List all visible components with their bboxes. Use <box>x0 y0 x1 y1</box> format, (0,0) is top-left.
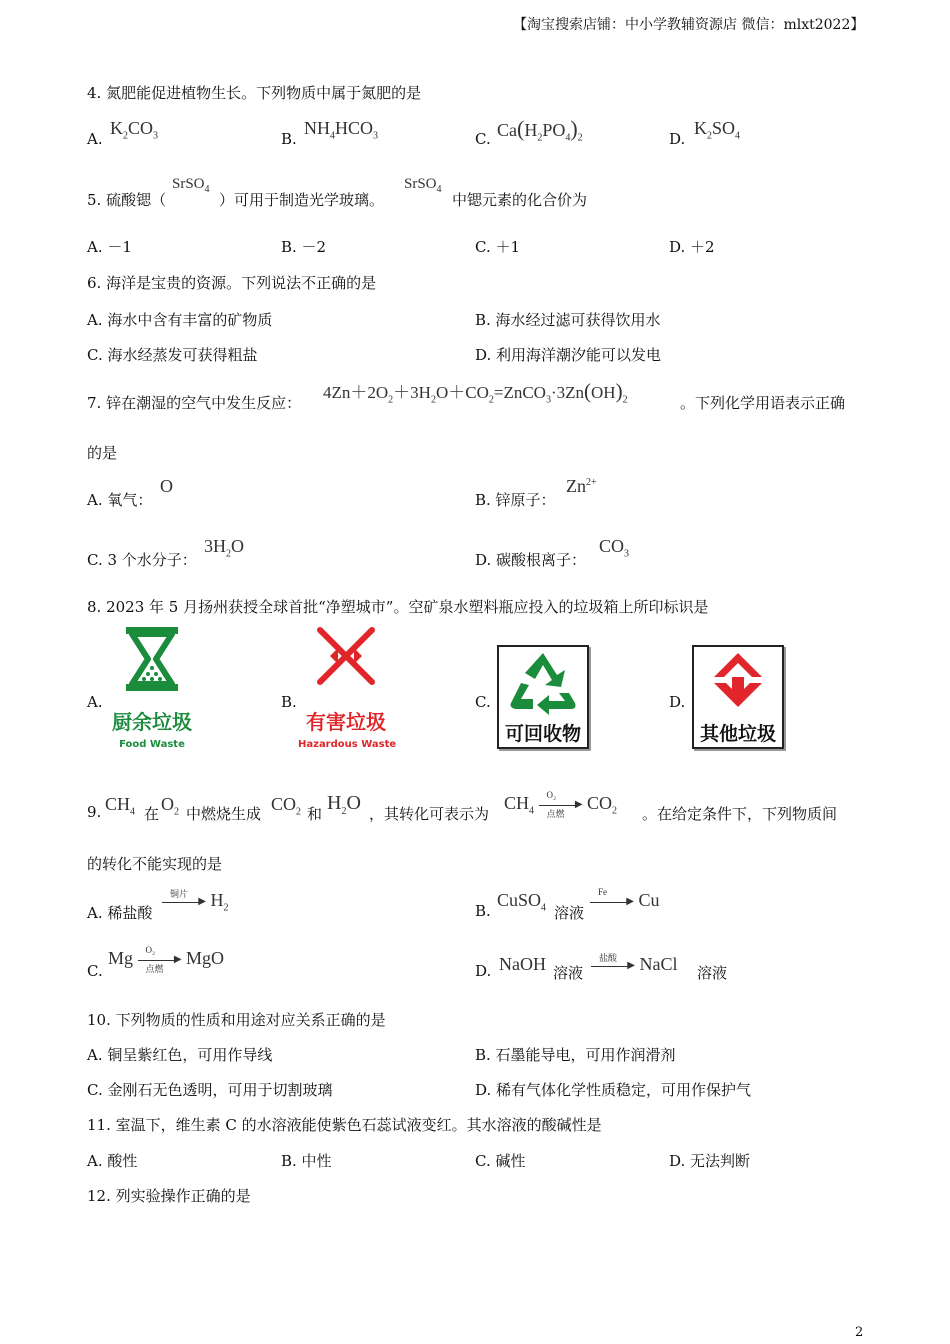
q4-option-c[interactable] <box>475 130 491 148</box>
q7-option-a[interactable]: A. 氧气： <box>87 491 153 509</box>
q4-b-formula: $NH_4HCO_3$ <box>304 118 379 142</box>
q7-option-d[interactable]: D. 碳酸根离子： <box>475 551 587 569</box>
q7-b-formula: $Zn^{2+}$ <box>566 476 597 496</box>
q9-stem-4: ，其转化可表示为 <box>369 805 490 823</box>
q9-d-arrow: 盐酸 ▶ <box>591 959 635 973</box>
q8-stem: 8. 2023 年 5 月扬州获授全球首批“净塑城市”。空矿泉水塑料瓶应投入的垃圾箱上所印标识是 <box>87 598 709 616</box>
q5-formula-2: SrSO$_4$ <box>404 176 442 195</box>
page-header: 【淘宝搜索店铺：中小学教辅资源店 微信：mlxt2022】 <box>513 17 865 33</box>
q10-option-a[interactable]: A. 铜呈紫红色，可用作导线 <box>87 1046 273 1064</box>
q10-option-d[interactable]: D. 稀有气体化学性质稳定，可用作保护气 <box>475 1081 752 1099</box>
q7-option-c[interactable]: C. 3 个水分子： <box>87 551 197 569</box>
q6-stem: 6. 海洋是宝贵的资源。下列说法不正确的是 <box>87 274 377 292</box>
q4-d-formula: $K_2SO_4$ <box>694 118 741 142</box>
q6-option-b[interactable]: B. 海水经过滤可获得饮用水 <box>475 311 661 329</box>
hourglass-icon <box>104 624 200 694</box>
q6-option-c[interactable]: C. 海水经蒸发可获得粗盐 <box>87 346 258 364</box>
q4-stem: 4. 氮肥能促进植物生长。下列物质中属于氮肥的是 <box>87 84 422 102</box>
q8-option-b[interactable]: B. <box>281 693 297 711</box>
q4-c-formula: $Ca(H_2PO_4)_2$ <box>497 116 583 144</box>
recyclable-label: 可回收物 <box>504 723 581 745</box>
q9-option-d[interactable]: D. <box>475 962 492 980</box>
hazardous-waste-label: 有害垃圾 <box>306 710 386 734</box>
q9-arrow-o2: O₂ <box>546 789 557 800</box>
q9-c-arrow-o2: O₂ <box>145 944 156 955</box>
q4-a-formula: $K_2CO_3$ <box>110 118 159 142</box>
food-waste-sign <box>104 624 200 754</box>
q4-b-label: B. <box>281 130 297 148</box>
q5-option-d[interactable]: D. ＋2 <box>669 238 715 256</box>
q7-d-formula: $CO_3$ <box>599 536 630 560</box>
other-waste-icon <box>694 647 782 717</box>
q9-a-arrow-label: 铜片 <box>170 888 189 899</box>
q11-option-b[interactable]: B. 中性 <box>281 1152 332 1170</box>
q12-stem: 12. 列实验操作正确的是 <box>87 1187 251 1205</box>
q9-stem-6: 的转化不能实现的是 <box>87 855 223 873</box>
q7-equation: $4Zn+2O_2+3H_2O+CO_2=ZnCO_3\cdot 3Zn(OH)_2$ <box>323 379 628 406</box>
food-waste-en: Food Waste <box>119 739 185 750</box>
q9-h2o: $H_2O$ <box>327 792 361 817</box>
hazardous-waste-sign <box>298 624 397 754</box>
q9-o2: $O_2$ <box>161 794 179 818</box>
q9-stem-3: 和 <box>307 805 323 823</box>
q7-a-formula: O <box>160 476 173 496</box>
q6-option-a[interactable]: A. 海水中含有丰富的矿物质 <box>87 311 273 329</box>
q8-option-c[interactable]: C. <box>475 693 491 711</box>
q7-stem-2: 。下列化学用语表示正确 <box>680 394 846 412</box>
q9-c-arrow: O₂ ▶ 点燃 <box>138 953 182 967</box>
q9-c-formula: Mg O₂ ▶ 点燃 MgO <box>108 944 225 974</box>
q4-d-label: D. <box>669 130 686 148</box>
q5-option-a[interactable]: A. －1 <box>87 238 132 256</box>
q5-option-c[interactable]: C. ＋1 <box>475 238 521 256</box>
q9-a-arrow: 铜片 ▶ <box>162 895 206 909</box>
q7-stem-1: 7. 锌在潮湿的空气中发生反应： <box>87 394 302 412</box>
q9-c-arrow-dianran: 点燃 <box>145 963 164 974</box>
q9-conversion: $CH_4$ O₂ ▶ 点燃 $CO_2$ <box>504 789 618 819</box>
q9-option-c[interactable]: C. <box>87 962 103 980</box>
q9-d-solution-2: 溶液 <box>697 964 728 982</box>
q9-b-formula: CuSO$_4$ <box>497 890 547 914</box>
q9-d-arrow-label: 盐酸 <box>599 952 618 963</box>
q4-option-b[interactable] <box>281 130 297 148</box>
q9-arrow: O₂ ▶ 点燃 <box>539 798 583 812</box>
other-waste-label: 其他垃圾 <box>699 723 776 745</box>
hazard-arrows-icon <box>298 624 394 694</box>
q9-co2: $CO_2$ <box>271 794 302 818</box>
recycle-icon <box>499 647 587 717</box>
q11-option-a[interactable]: A. 酸性 <box>87 1152 138 1170</box>
q9-option-b[interactable]: B. <box>475 902 491 920</box>
q4-c-label: C. <box>475 130 491 148</box>
q10-option-c[interactable]: C. 金刚石无色透明，可用于切割玻璃 <box>87 1081 333 1099</box>
q4-option-d[interactable] <box>669 130 685 148</box>
page-number: 2 <box>855 1325 864 1340</box>
q9-number: 9. <box>87 803 102 821</box>
q9-ch4: $CH_4$ <box>105 794 136 818</box>
q9-b-arrow-label: Fe <box>598 886 607 897</box>
q5-stem-3: 中锶元素的化合价为 <box>452 191 588 209</box>
q7-option-b[interactable]: B. 锌原子： <box>475 491 556 509</box>
q4-a-label: A. <box>87 130 103 148</box>
other-waste-sign <box>692 645 784 749</box>
food-waste-label: 厨余垃圾 <box>112 710 192 734</box>
q11-option-d[interactable]: D. 无法判断 <box>669 1152 751 1170</box>
q9-stem-1: 在 <box>144 805 160 823</box>
q7-c-formula: $3H_2O$ <box>204 536 244 560</box>
q5-stem-1: 5. 硫酸锶（ <box>87 191 167 209</box>
q9-stem-2: 中燃烧生成 <box>186 805 262 823</box>
q8-option-d[interactable]: D. <box>669 693 686 711</box>
q5-option-b[interactable]: B. －2 <box>281 238 327 256</box>
q11-stem: 11. 室温下，维生素 C 的水溶液能使紫色石蕊试液变红。其水溶液的酸碱性是 <box>87 1116 602 1134</box>
q9-d-product: 盐酸 ▶ NaCl <box>591 954 678 975</box>
q5-formula-1: SrSO$_4$ <box>172 176 210 195</box>
q10-stem: 10. 下列物质的性质和用途对应关系正确的是 <box>87 1011 386 1029</box>
q9-d-solution-1: 溶液 <box>553 964 584 982</box>
q4-option-a[interactable] <box>87 130 103 148</box>
q9-b-product: Fe ▶ Cu <box>590 890 660 911</box>
q8-option-a[interactable]: A. <box>87 693 103 711</box>
q10-option-b[interactable]: B. 石墨能导电，可用作润滑剂 <box>475 1046 676 1064</box>
q9-stem-5: 。在给定条件下，下列物质间 <box>642 805 838 823</box>
hazardous-waste-en: Hazardous Waste <box>298 739 397 750</box>
q11-option-c[interactable]: C. 碱性 <box>475 1152 526 1170</box>
q7-stem-3: 的是 <box>87 444 118 462</box>
q9-arrow-dianran: 点燃 <box>546 808 565 819</box>
q9-d-formula: NaOH <box>499 954 546 974</box>
q6-option-d[interactable]: D. 利用海洋潮汐能可以发电 <box>475 346 662 364</box>
q9-b-solution: 溶液 <box>554 904 585 922</box>
q5-stem-2: ）可用于制造光学玻璃。 <box>219 191 385 209</box>
q9-a-formula: 铜片 ▶ $H_2$ <box>162 890 229 914</box>
q9-b-arrow: Fe ▶ <box>590 895 634 909</box>
q9-option-a[interactable]: A. 稀盐酸 <box>87 904 153 922</box>
recyclable-sign <box>497 645 589 749</box>
